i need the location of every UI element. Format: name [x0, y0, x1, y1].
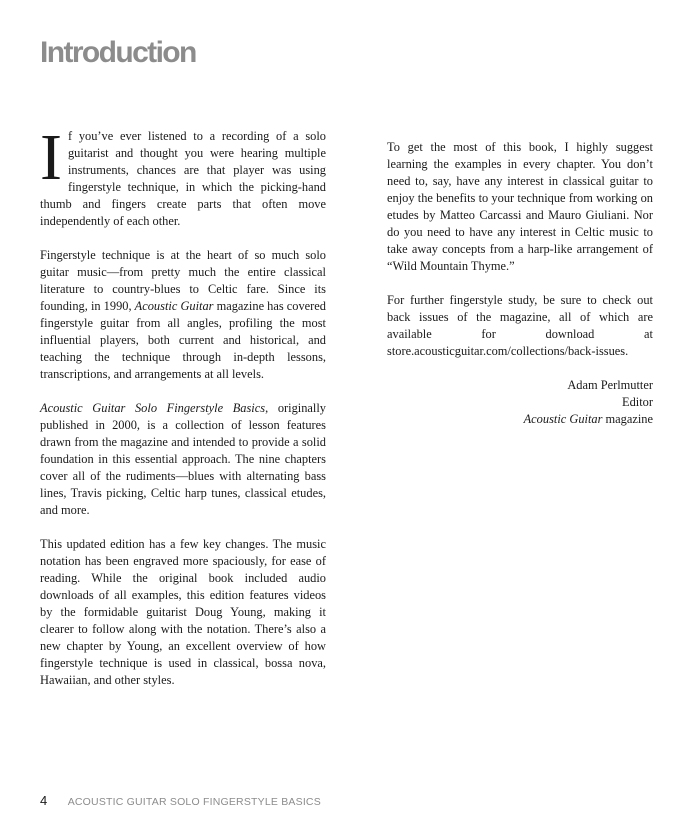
right-column [387, 139, 653, 428]
intro-paragraph-1: If you’ve ever listened to a recording of a solo guitarist and thought you were hearing multiple instruments, chances are that player was using fingerstyle technique, in which the picking-hand thumb and fingers create parts that often move independently of each other. [40, 121, 326, 228]
signature-name: Adam Perlmutter [567, 378, 653, 392]
book-title-italic: Acoustic Guitar Solo Fingerstyle Basics [40, 401, 266, 415]
intro-paragraph-2-text-b: magazine has covered fingerstyle guitar from all angles, profiling the most influential players, both current and historical, and teaching the technique through in-depth lessons, transcriptions, and arrangements at all levels. [40, 299, 327, 381]
intro-paragraph-4: This updated edition has a few key changes. The music notation has been engraved more spaciously, for ease of reading. While the original book included audio downloads of all examples, this edition features videos by the formidable guitarist Doug Young, making it clearer to follow along with the notation. There’s also a new chapter by Young, an excellent overview of how fingerstyle technique is used in classical, bossa nova, Hawaiian, and other styles. [40, 537, 326, 687]
intro-paragraph-3-text: , originally published in 2000, is a collection of lesson features drawn from the magazine and intended to provide a solid foundation in this essential approach. The nine chapters cover all of the rudiments—blues with alternating bass lines, Travis picking, Celtic harp tunes, classical etudes, and more. [40, 401, 326, 517]
running-book-title: ACOUSTIC GUITAR SOLO FINGERSTYLE BASICS [67, 796, 321, 808]
signature-publication-italic: Acoustic Guitar [523, 412, 603, 426]
page-number: 4 [40, 793, 48, 808]
signature-publication [387, 411, 653, 428]
intro-paragraph-3 [40, 400, 326, 519]
page-title: Introduction [40, 36, 196, 69]
left-column [40, 121, 327, 706]
intro-paragraph-6: For further fingerstyle study, be sure to check out back issues of the magazine, all of which are available for download at store.acousticguitar.com/collections/back-issues. [387, 293, 653, 358]
intro-paragraph-5: To get the most of this book, I highly suggest learning the examples in every chapter. You don’t need to, say, have any interest in classical guitar to enjoy the benefits to your technique from working on etudes by Matteo Carcassi and Mauro Giuliani. Nor do you need to have any interest in Celtic music to take away concepts from a harp-like arrangement of “Wild Mountain Thyme.” [387, 140, 653, 273]
magazine-name-italic: Acoustic Guitar [134, 299, 214, 313]
intro-paragraph-2 [40, 247, 326, 383]
intro-paragraph-2-text-a: Fingerstyle technique is at the heart of so much solo guitar music—from pretty much the entire classical literature to country-blues to Celtic fare. Since its founding, in 1990, [40, 248, 326, 313]
signature-publication-suffix: magazine [602, 412, 653, 426]
page-footer [40, 792, 321, 810]
signature-role: Editor [622, 395, 653, 409]
signature-block [387, 377, 653, 428]
